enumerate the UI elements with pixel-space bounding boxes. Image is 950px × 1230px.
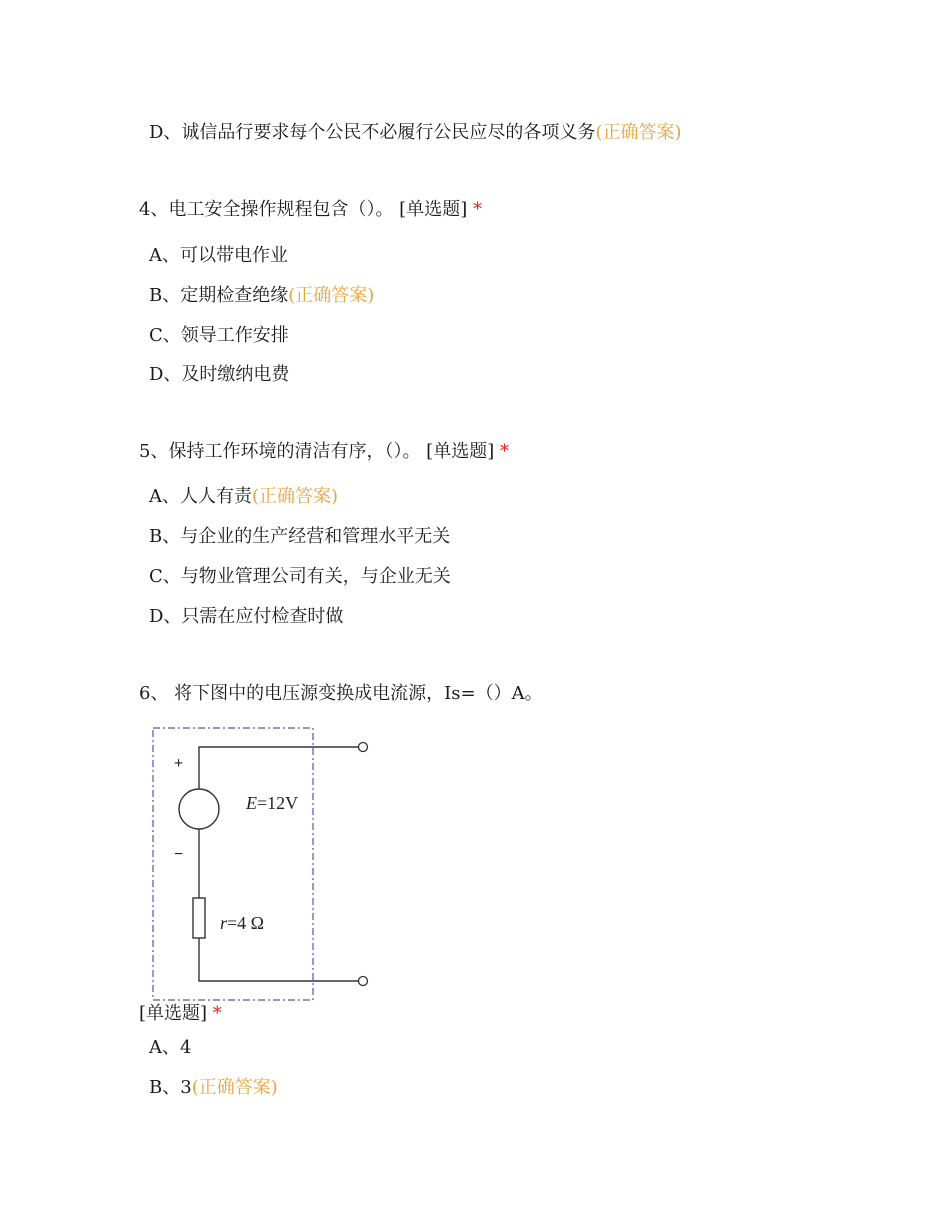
q4-option-c[interactable] (149, 324, 289, 348)
correct-answer-tag: (正确答案) (288, 285, 375, 306)
circuit-diagram (150, 725, 375, 1005)
correct-answer-tag: (正确答案) (252, 486, 339, 507)
question-type: [单选题] (139, 1003, 208, 1024)
question-text: 5、保持工作环境的清洁有序，（）。 [单选题] (139, 441, 495, 462)
bottom-wire (199, 938, 359, 981)
option-label: A、可以带电作业 (149, 245, 288, 266)
top-wire (199, 747, 359, 789)
resistance-variable: r (220, 913, 228, 933)
q5-option-a[interactable] (149, 485, 338, 509)
resistance-value: =4 Ω (227, 913, 265, 933)
required-mark: * (499, 441, 509, 462)
q5-stem (139, 440, 509, 464)
q6-stem (139, 682, 543, 706)
option-label: C、领导工作安排 (149, 325, 289, 346)
q5-option-d[interactable] (149, 605, 343, 629)
bottom-terminal (359, 977, 368, 986)
q6-option-a[interactable] (149, 1036, 191, 1060)
option-label: B、与企业的生产经营和管理水平无关 (149, 526, 451, 547)
q5-option-c[interactable] (149, 565, 451, 589)
emf-label (245, 793, 298, 813)
required-mark: * (472, 199, 482, 220)
voltage-source-symbol (179, 789, 219, 829)
option-label: D、及时缴纳电费 (149, 364, 290, 385)
minus-sign: − (174, 846, 184, 863)
option-label: A、4 (149, 1037, 192, 1058)
question-text: 4、电工安全操作规程包含（）。 [单选题] (139, 199, 468, 220)
q3-option-d (149, 121, 681, 145)
required-mark: * (212, 1003, 222, 1024)
question-text: 6、 将下图中的电压源变换成电流源，Is=（）A。 (139, 683, 543, 704)
resistor-symbol (193, 898, 205, 938)
option-label: A、人人有责 (149, 486, 252, 507)
q5-option-b[interactable] (149, 525, 450, 549)
top-terminal (359, 743, 368, 752)
resistance-label (220, 913, 264, 933)
q4-option-d[interactable] (149, 363, 289, 387)
q4-option-a[interactable] (149, 244, 288, 268)
q6-option-b[interactable] (149, 1076, 278, 1100)
q4-option-b[interactable] (149, 284, 374, 308)
option-label: D、诚信品行要求每个公民不必履行公民应尽的各项义务 (149, 122, 596, 143)
correct-answer-tag: (正确答案) (595, 122, 682, 143)
option-label: C、与物业管理公司有关，与企业无关 (149, 566, 451, 587)
emf-value: =12V (257, 793, 299, 813)
plus-sign: + (174, 755, 184, 772)
option-label: B、定期检查绝缘 (149, 285, 289, 306)
correct-answer-tag: (正确答案) (191, 1077, 278, 1098)
q6-type-tag (139, 1002, 222, 1026)
option-label: D、只需在应付检查时做 (149, 606, 344, 627)
q4-stem (139, 198, 482, 222)
option-label: B、3 (149, 1077, 192, 1098)
emf-variable: E (246, 793, 257, 813)
